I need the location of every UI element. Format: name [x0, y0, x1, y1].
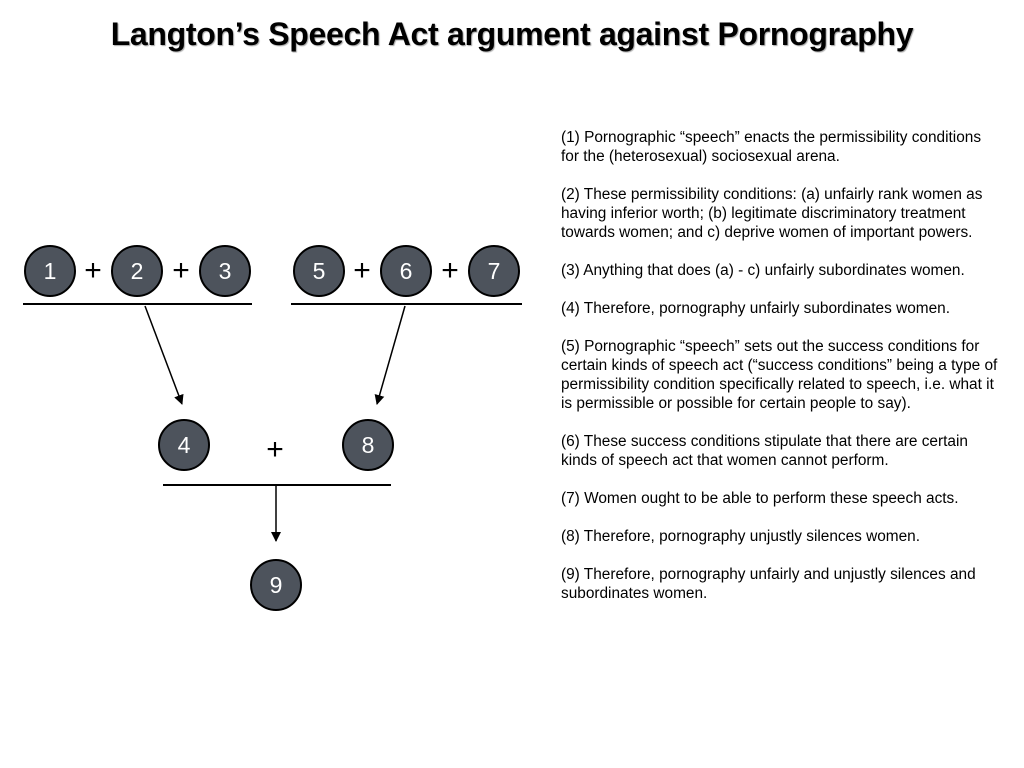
- page-title: Langton’s Speech Act argument against Pornography: [110, 16, 914, 52]
- node-4: [159, 420, 209, 470]
- node-2-label: 2: [130, 258, 144, 284]
- node-7: [469, 246, 519, 296]
- arrow-to-node-8: [377, 306, 405, 404]
- node-5-label: 5: [312, 258, 326, 284]
- plus-sign: +: [266, 433, 284, 466]
- plus-sign: +: [353, 254, 371, 287]
- premise-9: (9) Therefore, pornography unfairly and unjustly silences and subordinates women.: [561, 566, 976, 602]
- arrow-to-node-4: [145, 306, 182, 404]
- node-6-label: 6: [399, 258, 413, 284]
- premise-7: (7) Women ought to be able to perform these speech acts.: [561, 490, 959, 507]
- premise-1: (1) Pornographic “speech” enacts the permissibility conditions for the (heterosexual) sociosexual arena.: [561, 129, 982, 165]
- premise-6: (6) These success conditions stipulate that there are certain kinds of speech act that women cannot perform.: [561, 433, 968, 469]
- premises-list: [561, 128, 1001, 622]
- node-3: [200, 246, 250, 296]
- node-1-label: 1: [43, 258, 57, 284]
- node-4-label: 4: [177, 432, 191, 458]
- premise-5: (5) Pornographic “speech” sets out the success conditions for certain kinds of speech act (“success conditions” being a type of permissibility condition specifically related to speech, i.e. what it is permissible or possible for certain people to say).: [561, 338, 998, 412]
- node-2: [112, 246, 162, 296]
- premise-8: (8) Therefore, pornography unjustly silences women.: [561, 528, 921, 545]
- plus-sign: +: [172, 254, 190, 287]
- plus-sign: +: [441, 254, 459, 287]
- node-6: [381, 246, 431, 296]
- node-1: [25, 246, 75, 296]
- premise-3: (3) Anything that does (a) - c) unfairly subordinates women.: [561, 262, 965, 279]
- node-8: [343, 420, 393, 470]
- premise-2: (2) These permissibility conditions: (a) unfairly rank women as having inferior worth; (b) legitimate discriminatory treatment towards women; and c) deprive women of important powers.: [561, 186, 983, 241]
- node-5: [294, 246, 344, 296]
- premise-4: (4) Therefore, pornography unfairly subordinates women.: [561, 300, 950, 317]
- node-9: [251, 560, 301, 610]
- plus-sign: +: [84, 254, 102, 287]
- node-8-label: 8: [361, 432, 375, 458]
- node-9-label: 9: [269, 572, 283, 598]
- node-7-label: 7: [487, 258, 501, 284]
- node-3-label: 3: [218, 258, 232, 284]
